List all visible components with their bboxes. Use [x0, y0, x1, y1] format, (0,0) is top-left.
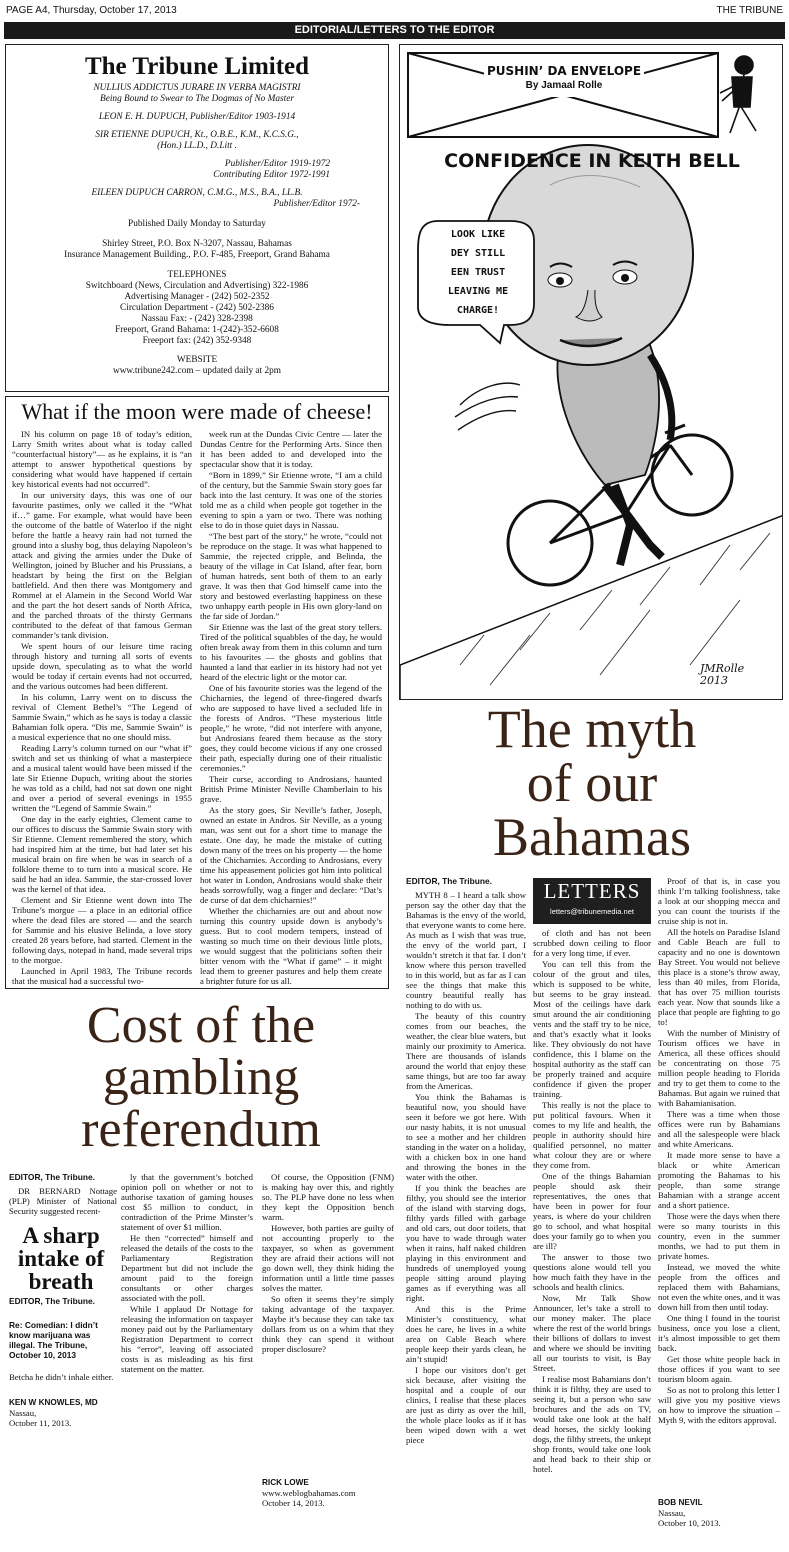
speech-bubble-line: CHARGE!	[456, 305, 500, 316]
speech-bubble-line: LEAVING ME	[447, 286, 509, 297]
masthead-published: Published Daily Monday to Saturday	[128, 219, 266, 229]
paper-name: THE TRIBUNE	[716, 5, 783, 16]
masthead-tel-3: Circulation Department - (242) 502-2386	[120, 303, 274, 313]
myth-paragraph: All the hotels on Paradise Island and Cable Beach are full to capacity and no one is downtown Bay Street. You would not believe this place is a stone’s throw away, less than 40 miles, from Florida, that has over 75 million tourists each year. Now that sounds like a place that people are fighting to go to!	[658, 927, 780, 1027]
myth-signature-place: Nassau,	[658, 1508, 686, 1518]
gambling-headline-line: gambling	[102, 1049, 300, 1106]
myth-paragraph: One of the things Bahamian people should ask their representatives, the ones that have been in power for four years, is where do your children go to school, and what hospital does your family go to when you are ill?	[533, 1171, 651, 1251]
gambling-signature-web: www.weblogbahamas.com	[262, 1488, 356, 1498]
myth-paragraph: Instead, we moved the white people from the offices and replaced them with Bahamians, not even the white ones, and it was down hill from then until today.	[658, 1262, 780, 1312]
cartoon-byline: By Jamaal Rolle	[525, 80, 603, 91]
gambling-signature-date: October 14, 2013.	[262, 1498, 325, 1508]
sharp-headline-line: breath	[28, 1269, 94, 1294]
myth-headline	[402, 702, 782, 874]
myth-paragraph: It made more sense to have a black or white American promoting the Bahamas to his people, than some strange Bahamian with a strange accent and a short patience.	[658, 1150, 780, 1210]
sharp-headline-line: A sharp	[22, 1223, 100, 1248]
gambling-paragraph: DR BERNARD Nottage (PLP) Minister of National Security suggested recent-	[9, 1186, 117, 1216]
gambling-paragraph: He then “corrected” himself and released the details of the costs to the Parliamentary Registration Department but did not include the amount paid to the foreign consultants or other charges associated with the poll.	[121, 1233, 253, 1303]
myth-paragraph: The answer to those two questions alone would tell you how much faith they have in the schools and health clinics.	[533, 1252, 651, 1292]
masthead-title: The Tribune Limited	[84, 53, 310, 80]
gambling-signature-name: RICK LOWE	[262, 1478, 309, 1487]
masthead-publisher-2c: Publisher/Editor 1919-1972	[224, 159, 330, 169]
myth-paragraph: If you think the beaches are filthy, you should see the interior of the island with starving dogs, filthy yards filled with garbage and old cars, out door toilets, that you have to wade through water when it rains, half naked children playing in this environment and hundreds of unemployed young people sitting around playing games as if everything was all right.	[406, 1183, 526, 1303]
masthead-publisher-3b: Publisher/Editor 1972-	[273, 199, 360, 209]
gambling-column-1	[9, 1186, 117, 1226]
sharp-signature-name: KEN W KNOWLES, MD	[9, 1398, 98, 1407]
editorial-paragraph: week run at the Dundas Civic Centre — later the Dundas Centre for the Performing Arts. Since then it has been added to and developed into the spectacular show that it is today.	[200, 429, 382, 469]
myth-headline-line: The myth	[487, 702, 697, 759]
myth-headline-line: of our	[526, 753, 658, 813]
sharp-signature	[9, 1398, 117, 1428]
sharp-signature-date: October 11, 2013.	[9, 1418, 72, 1428]
myth-signature	[658, 1498, 780, 1528]
cartoon-panel	[399, 44, 783, 700]
myth-paragraph: of cloth and has not been scrubbed down ceiling to floor for a very long time, if ever.	[533, 928, 651, 958]
gambling-headline-line: referendum	[81, 1101, 321, 1158]
editorial-paragraph: Sir Etienne was the last of the great story tellers. Tired of the political squabbles of the day, he would often break away from them in this column and turn to his favourites — the ghosts and goblins that haunted a land that earlier in its history had not yet heard of the electric light or the motor car.	[200, 622, 382, 682]
masthead-motto: NULLIUS ADDICTUS JURARE IN VERBA MAGISTRI	[93, 83, 301, 93]
editorial-box	[5, 396, 389, 989]
myth-paragraph: And this is the Prime Minister’s constituency, what does he care, he lives in a white area on Cable Beach where people keep their yards clean, he ain’t stupid!	[406, 1304, 526, 1364]
masthead-address-2: Insurance Management Building., P.O. F-485, Freeport, Grand Bahama	[64, 250, 330, 260]
editorial-paragraph: “Born in 1899,” Sir Etienne wrote, “I am a child of the century, but the Sammie Swain story goes far back into the last century. It was one of the stories told me as a child when people got together in the evening to spin a yarn or two. There was nothing else to do in those quiet days in Nassau.	[200, 470, 382, 530]
sharp-letter	[5, 1172, 117, 1546]
sharp-headline	[5, 1224, 117, 1293]
editorial-paragraph: In his column, Larry went on to discuss the revival of Clement Bethel’s “The Legend of Sammie Swain,” which as he says is today a classic Bahamian folk opera. “Dis me, Sammie Swain” is a musical experience that no one should miss.	[12, 692, 192, 742]
sharp-headline-line: intake of	[17, 1246, 105, 1271]
myth-paragraph: I realise most Bahamians don’t think it is filthy, they are used to seeing it, but a person who saw brochures and the ads on TV, would take one look at the half dead horses, the sickly looking dogs, the filthy streets, the unkept shop fronts, would take one look and head back to their ship or hotel.	[533, 1374, 651, 1474]
myth-signature-date: October 10, 2013.	[658, 1518, 721, 1528]
cartoon-title: PUSHIN’ DA ENVELOPE	[486, 64, 642, 78]
myth-paragraph: With the number of Ministry of Tourism offices we have in America, all these offices should be concentrating on those 75 million people heading to Florida and try to get them to come to the Bahamas. But again we ruined that with Bahamianisation.	[658, 1028, 780, 1108]
myth-paragraph: Those were the days when there were so many tourists in this country, even in the summer months, we had to put them in private homes.	[658, 1211, 780, 1261]
gambling-byline: EDITOR, The Tribune.	[9, 1172, 95, 1182]
letters-email: letters@tribunemedia.net	[550, 907, 634, 916]
gambling-column-2	[121, 1172, 253, 1546]
editorial-column-2	[200, 429, 382, 985]
sharp-signature-place: Nassau,	[9, 1408, 37, 1418]
gambling-column-3-wrap	[262, 1172, 394, 1546]
masthead-website-heading: WEBSITE	[176, 355, 218, 365]
myth-paragraph: One thing I found in the tourist business, once you lose a client, it’s almost impossible to get them back.	[658, 1313, 780, 1353]
cartoon-signature-line: JMRolle	[700, 662, 745, 675]
editorial-paragraph: “The best part of the story,” he wrote, “could not be reproduce on the stage. It was what happened to Sammie, the rejected cripple, and Belinda, the beauty of the village in Cat Island, after fear, born of human hatreds, sent both of them to an early grave. It was then that God himself came into the story and bestowed everlasting happiness on these two unhappy earth people in His own glory-land on the far side of Jordan.”	[200, 531, 382, 621]
gambling-headline-line: Cost of the	[86, 1000, 316, 1054]
cartoon-caption: CONFIDENCE IN KEITH BELL	[444, 150, 740, 172]
rider-body	[455, 345, 672, 565]
masthead-telephones-heading: TELEPHONES	[167, 270, 227, 280]
editorial-paragraph: Reading Larry’s column turned on our “what if” switch and set us thinking of what a masterpiece and a musical talent would have been missed if the late Sir Etienne Dupuch, writing about the stories he was told as a child, had not sat down one night and over a period of several evenings in 1955 written the “Legend of Sammie Swain.”	[12, 743, 192, 813]
masthead-website: www.tribune242.com – updated daily at 2pm	[113, 366, 281, 376]
myth-paragraph: There was a time when those offices were run by Bahamians and all the salespeople were black and white Americans.	[658, 1109, 780, 1149]
cartoon-signature-line: 2013	[700, 674, 728, 687]
myth-paragraph: You think the Bahamas is beautiful now, you should have seen it before we got here. With our nasty habits, it is not unusual to see a mother and her children standing in the water on a holiday, with a chicken box in one hand and throwing the bones in the water with the other.	[406, 1092, 526, 1182]
masthead-publisher-3: EILEEN DUPUCH CARRON, C.M.G., M.S., B.A., LL.B.	[91, 188, 303, 198]
myth-byline: EDITOR, The Tribune.	[406, 876, 492, 886]
masthead-tel-6: Freeport fax: (242) 352-9348	[142, 336, 252, 346]
editorial-paragraph: IN his column on page 18 of today’s edition, Larry Smith writes about what is today called “counterfactual history”— as he explains, it is “an attempt to answer hypothetical questions by considering what would have happened if certain key historical events had not occurred”.	[12, 429, 192, 489]
myth-column-3	[658, 876, 780, 1496]
sharp-body: Betcha he didn’t inhale either.	[9, 1372, 114, 1382]
myth-paragraph: Get those white people back in those offices if you want to see tourism bloom again.	[658, 1354, 780, 1384]
speech-bubble-line: DEY STILL	[450, 248, 506, 259]
masthead-tel-5: Freeport, Grand Bahama: 1-(242)-352-6608	[115, 325, 279, 335]
speech-bubble-line: LOOK LIKE	[450, 229, 506, 240]
cartoon-drawing	[400, 45, 783, 700]
masthead-address-1: Shirley Street, P.O. Box N-3207, Nassau, Bahamas	[102, 239, 292, 249]
cartoon-signature	[700, 663, 780, 687]
gambling-paragraph: However, both parties are guilty of not accounting properly to the taxpayer, so when as government they are afraid their actions will not go down well, they think hiding the information until a little time passes solves the matter.	[262, 1223, 394, 1293]
myth-paragraph: This really is not the place to put political favours. When it comes to my life and health, the people in authority should hire qualified personnel, no matter what colour they are or where they come from.	[533, 1100, 651, 1170]
myth-paragraph: Proof of that is, in case you think I’m talking foolishness, take a look at our shopping mecca and you can count the tourists if the cruise ship is not in.	[658, 876, 780, 926]
editorial-headline: What if the moon were made of cheese!	[21, 399, 373, 424]
speech-bubble-text	[424, 225, 532, 320]
myth-column-1	[406, 890, 526, 1546]
masthead-tel-1: Switchboard (News, Circulation and Advertising) 322-1986	[85, 281, 309, 291]
masthead-publisher-2d: Contributing Editor 1972-1991	[213, 170, 330, 180]
editorial-paragraph: Launched in April 1983, The Tribune records that the musical had a successful two-	[12, 966, 192, 985]
myth-paragraph: The beauty of this country comes from our beaches, the weather, the clear blue waters, but mainly our proximity to America. There are thousands of islands around the world that enjoy these same things, but are too far away from the Americas.	[406, 1011, 526, 1091]
masthead	[5, 44, 389, 392]
gambling-column-3	[262, 1172, 394, 1472]
editorial-paragraph: In our university days, this was one of our favourite pastimes, only we called it the “What if…” game. For example, what would have been the outcome of the battle of Waterloo if the night before the battle a heavy rain had not turned the ground into a slushy bog, thus delaying Napoleon’s attack and giving the armies under the Duke of Wellington, joined by Blucher and his Prussians, a headstart by being the first on the Belgian battlefield. And then there was Montgomery and Rommel at el Alamein in the Second World War and the part the hot desert sands of North Africa, and the parched throats of the thirsty Germans contributed to the defeat of that famous German commander’s tank division.	[12, 490, 192, 640]
gambling-paragraph: While I applaud Dr Nottage for releasing the information on taxpayer money paid out by the Parliamentary Registration Department to correct his “error”, leaving off associated costs is as misleading as his first statement on the matter.	[121, 1304, 253, 1374]
editorial-column-1	[12, 429, 192, 985]
myth-letter	[402, 876, 783, 1546]
editorial-paragraph: One day in the early eighties, Clement came to our offices to discuss the Sammie Swain story with Sir Etienne. Clement remembered the story, which had inspired him at the time, but had later set his musical brain on fire when he was in search of a folklore theme to to turn into a musical score. He said he had an idea. Sammie, the star-crossed lover was the kernel of that idea.	[12, 814, 192, 894]
gambling-paragraph: ly that the government’s botched opinion poll on whether or not to authorise taxation of gaming houses cost $5 million to conduct, in contradiction of the Prime Minster’s statement of over $1 million.	[121, 1172, 253, 1232]
gambling-paragraph: Of course, the Opposition (FNM) is making hay over this, and rightly so. The PLP have done no less when they kept the Opposition bench warm.	[262, 1172, 394, 1222]
myth-signature-name: BOB NEVIL	[658, 1498, 703, 1507]
editorial-paragraph: We spent hours of our leisure time racing through history and turning all sorts of events upside down, speculating as to what the world would be today if certain events had not occurred, and the various outcomes had been different.	[12, 641, 192, 691]
myth-headline-line: Bahamas	[493, 807, 691, 867]
masthead-publisher-2b: (Hon.) LL.D., D.Litt .	[157, 141, 237, 151]
speech-bubble-line: EEN TRUST	[450, 267, 506, 278]
myth-paragraph: So as not to prolong this letter I will give you my positive views on how to improve the situation – Myth 9, with the editors approval.	[658, 1385, 780, 1425]
myth-paragraph: Now, Mr Talk Show Announcer, let’s take a stroll to our money maker. The place where the rest of the world brings their billions of dollars to invest and where we should be inviting all our tourists to visit, is Bay Street.	[533, 1293, 651, 1373]
myth-paragraph: You can tell this from the colour of the grout and tiles, which is supposed to be white, but seems to be gray instead. Most of the ceilings have dark smut around the air conditioning vents and the staff try to be nice, and that’s exactly what it looks like. They obviously do not have confidence, this I blame on the hospital authority as the staff can be properly trained and acquire confidence if given the proper training.	[533, 959, 651, 1099]
page-folio: PAGE A4, Thursday, October 17, 2013	[6, 5, 177, 16]
myth-column-2	[533, 928, 651, 1546]
sharp-reference: Re: Comedian: I didn’t know marijuana was illegal. The Tribune, October 10, 2013	[9, 1320, 98, 1360]
gambling-signature	[262, 1478, 394, 1508]
sharp-byline: EDITOR, The Tribune.	[9, 1296, 95, 1306]
masthead-tel-2: Advertising Manager - (242) 502-2352	[124, 292, 270, 302]
cartoonist-figure	[720, 56, 756, 133]
letters-logo-text: LETTERS	[543, 879, 641, 903]
myth-paragraph: MYTH 8 – I heard a talk show person say the other day that the Bahamas is the envy of the world, that everyone wants to come here. As much as I wish that was true, the envy of the world part, I wouldn’t stretch it that far. I don’t know where this person travelled to in this world, but as far as I can see the things that make this country beautiful really has nothing to do with us.	[406, 890, 526, 1010]
section-banner: EDITORIAL/LETTERS TO THE EDITOR	[4, 22, 785, 39]
masthead-motto-translation: Being Bound to Swear to The Dogmas of No Master	[100, 94, 294, 104]
gambling-headline	[5, 1000, 397, 1170]
masthead-publisher-1: LEON E. H. DUPUCH, Publisher/Editor 1903-1914	[98, 112, 296, 122]
letters-logo	[533, 878, 651, 924]
editorial-paragraph: One of his favourite stories was the legend of the Chicharnies, the legend of three-fingered dwarfs who are supposed to have lived a secluded life in the forests of Andros. “These mysterious little people,” he wrote, “did not interfere with anyone, but Androsians feared them because as the story goes, they could become vicious if any one crossed their path, especially during one of their ritualistic ceremonies.”	[200, 683, 382, 773]
editorial-paragraph: Clement and Sir Etienne went down into The Tribune’s morgue — a place in an editorial office where the dead files are stored — and the search for Sammie and his elusive Belinda, a love story created 28 years before, had started. Clement in the following days, notepad in hand, made several trips to the morgue.	[12, 895, 192, 965]
myth-paragraph: I hope our visitors don’t get sick because, after visiting the hospital and a couple of our clinics, I realise that these places are just as dirty as over the hill, the whole place looks as if it has been wiped down with a wet piece	[406, 1365, 526, 1445]
masthead-publisher-2: SIR ETIENNE DUPUCH, Kt., O.B.E., K.M., K.C.S.G.,	[95, 130, 299, 140]
editorial-paragraph: Whether the chicharnies are out and about now turning this country upside down is anybody’s guess. But to cool modern tempers, instead of wasting so much time on their devious little plots, we would suggest that the politicians soften their bitter venom with the “What if game” – it might lead them to greener pastures and help them create a brighter future for us all.	[200, 906, 382, 985]
masthead-tel-4: Nassau Fax: - (242) 328-2398	[141, 314, 253, 324]
editorial-paragraph: Their curse, according to Androsians, haunted British Prime Minister Neville Chamberlain to his grave.	[200, 774, 382, 804]
editorial-paragraph: As the story goes, Sir Neville’s father, Joseph, owned an estate in Andros. Sir Neville, as a young man, was sent out for a short time to manage the estate. One day, he made the mistake of cutting down many of the trees on his property — the home of the Chicharnies. According to Androsians, every time his appeasement policies got him into political hot water in London, Androsians would shake their heads sorrowfully, wag a finger and declare: “Dat’s de curse of dat dem chicharnies!”	[200, 805, 382, 905]
gambling-paragraph: So often it seems they’re simply taking advantage of the taxpayer. Maybe it’s because they can take tax dollars from us on a whim that they think they can spend it without proper disclosure?	[262, 1294, 394, 1354]
